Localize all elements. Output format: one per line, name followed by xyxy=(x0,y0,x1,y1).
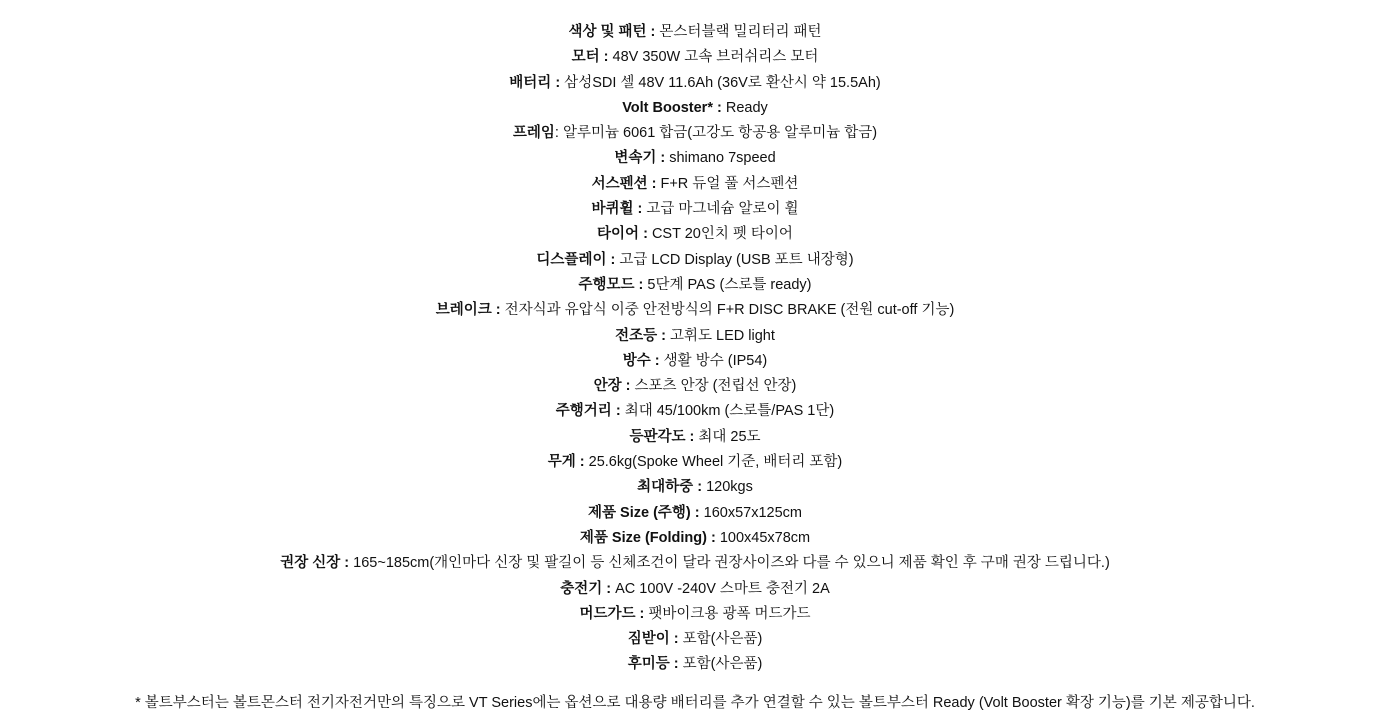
spec-value: 고급 마그네슘 알로이 휠 xyxy=(642,201,799,218)
spec-row xyxy=(0,324,1390,349)
spec-row xyxy=(0,71,1390,96)
spec-value: 전자식과 유압식 이중 안전방식의 F+R DISC BRAKE (전원 cut-off 기능) xyxy=(500,302,955,319)
spec-label: 색상 및 패턴 : xyxy=(568,24,656,40)
spec-label: 모터 : xyxy=(571,49,609,66)
spec-row xyxy=(0,526,1390,551)
spec-row xyxy=(0,298,1390,323)
spec-label: 서스펜션 : xyxy=(591,175,657,192)
spec-value: 25.6kg(Spoke Wheel 기준, 배터리 포함) xyxy=(584,454,843,471)
spec-row xyxy=(0,450,1390,475)
spec-label: 등판각도 : xyxy=(629,428,695,445)
spec-value: 몬스터블랙 밀리터리 패턴 xyxy=(655,24,822,40)
spec-row xyxy=(0,425,1390,450)
spec-row xyxy=(0,602,1390,627)
spec-value: 스포츠 안장 (전립선 안장) xyxy=(630,378,797,395)
spec-row xyxy=(0,20,1390,45)
spec-label: 배터리 : xyxy=(509,74,561,91)
spec-label: 주행모드 : xyxy=(578,276,644,293)
spec-row xyxy=(0,475,1390,500)
spec-row xyxy=(0,96,1390,121)
spec-label: 방수 : xyxy=(622,352,660,369)
spec-row xyxy=(0,577,1390,602)
spec-value: F+R 듀얼 풀 서스펜션 xyxy=(656,175,799,192)
spec-row xyxy=(0,273,1390,298)
spec-value: 생활 방수 (IP54) xyxy=(659,352,768,369)
spec-value: 160x57x125cm xyxy=(699,504,802,521)
spec-label: 바퀴휠 : xyxy=(591,201,643,218)
spec-label: 디스플레이 : xyxy=(536,251,616,268)
spec-label: Volt Booster* : xyxy=(622,99,722,116)
spec-label: 안장 : xyxy=(593,378,631,395)
spec-row xyxy=(0,248,1390,273)
spec-value: 48V 350W 고속 브러쉬리스 모터 xyxy=(608,49,819,66)
spec-value: 고휘도 LED light xyxy=(665,327,775,344)
spec-row xyxy=(0,374,1390,399)
spec-row xyxy=(0,121,1390,146)
spec-label: 충전기 : xyxy=(560,580,612,597)
spec-label: 권장 신장 : xyxy=(280,555,350,572)
spec-row xyxy=(0,349,1390,374)
spec-value: AC 100V -240V 스마트 충전기 2A xyxy=(611,580,830,597)
spec-row xyxy=(0,197,1390,222)
spec-row xyxy=(0,45,1390,70)
spec-label: 주행거리 : xyxy=(555,403,621,420)
spec-value: : 알루미늄 6061 합금(고강도 항공용 알루미늄 합금) xyxy=(554,125,878,142)
spec-row xyxy=(0,627,1390,652)
spec-label: 무게 : xyxy=(547,454,585,471)
spec-label: 제품 Size (주행) : xyxy=(588,504,700,521)
spec-label: 최대하중 : xyxy=(637,479,703,496)
spec-row xyxy=(0,399,1390,424)
spec-row xyxy=(0,172,1390,197)
spec-row xyxy=(0,146,1390,171)
spec-label: 변속기 : xyxy=(614,150,666,167)
spec-footnote: * 볼트부스터는 볼트몬스터 전기자전거만의 특징으로 VT Series에는 옵션으로 대용량 배터리를 추가 연결할 수 있는 볼트부스터 Ready (Volt Booster 확장 기능)를 기본 제공합니다. xyxy=(135,694,1255,711)
spec-value: 5단계 PAS (스로틀 ready) xyxy=(643,276,812,293)
spec-row xyxy=(0,652,1390,677)
spec-value: 165~185cm(개인마다 신장 및 팔길이 등 신체조건이 달라 권장사이즈와 다를 수 있으니 제품 확인 후 구매 권장 드립니다.) xyxy=(349,555,1110,572)
spec-value: 100x45x78cm xyxy=(715,529,811,546)
spec-row xyxy=(0,222,1390,247)
spec-value: 삼성SDI 셀 48V 11.6Ah (36V로 환산시 약 15.5Ah) xyxy=(560,74,881,91)
spec-label: 브레이크 : xyxy=(435,302,501,319)
spec-label: 전조등 : xyxy=(615,327,666,344)
spec-list xyxy=(0,20,1390,678)
spec-label: 타이어 : xyxy=(597,226,648,243)
spec-label: 프레임 xyxy=(512,125,555,142)
spec-label: 제품 Size (Folding) : xyxy=(579,529,716,546)
spec-value: 포함(사은품) xyxy=(678,631,763,648)
spec-value: 포함(사은품) xyxy=(678,656,763,673)
spec-label: 짐받이 : xyxy=(627,631,679,648)
spec-value: 최대 25도 xyxy=(694,428,761,445)
spec-value: Ready xyxy=(721,99,768,116)
spec-value: 최대 45/100km (스로틀/PAS 1단) xyxy=(620,403,835,420)
spec-value: CST 20인치 펫 타이어 xyxy=(647,226,793,243)
spec-value: 120kgs xyxy=(702,479,753,496)
spec-value: shimano 7speed xyxy=(665,150,776,167)
spec-value: 고급 LCD Display (USB 포트 내장형) xyxy=(615,251,854,268)
spec-row xyxy=(0,501,1390,526)
spec-label: 머드가드 : xyxy=(579,605,645,622)
spec-row xyxy=(0,551,1390,576)
spec-value: 팻바이크용 광폭 머드가드 xyxy=(644,605,811,622)
spec-label: 후미등 : xyxy=(627,656,679,673)
